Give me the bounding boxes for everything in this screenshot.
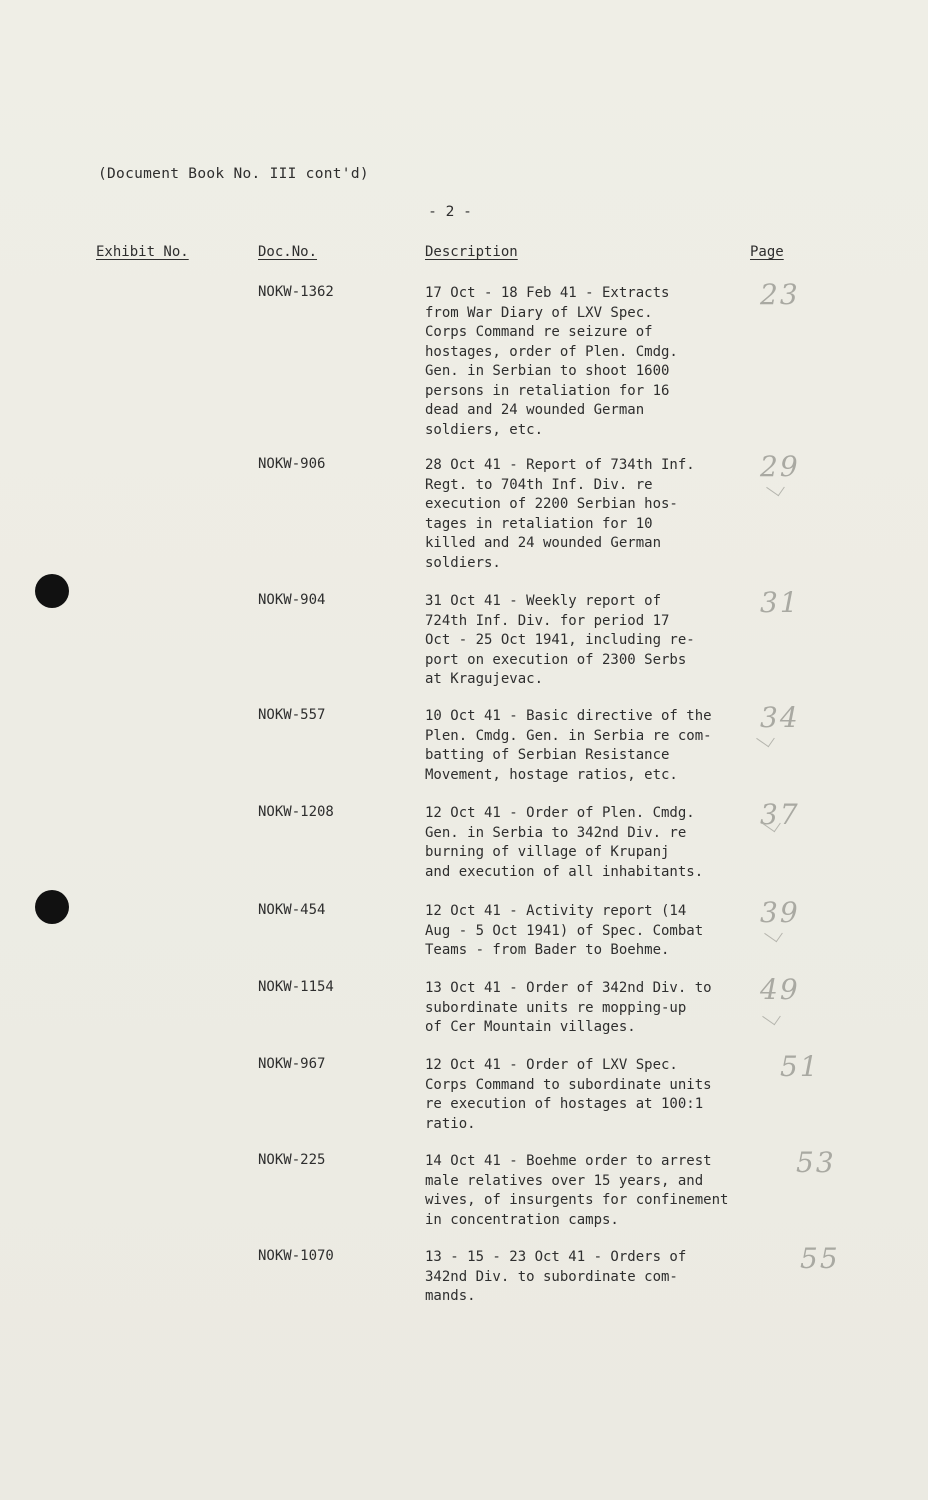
description-line: Movement, hostage ratios, etc. — [425, 766, 678, 783]
description — [425, 902, 785, 961]
doc-number: NOKW-904 — [258, 592, 326, 608]
handwritten-page-number: 49 — [760, 973, 800, 1006]
description-line: Oct - 25 Oct 1941, including re- — [425, 632, 695, 648]
doc-number: NOKW-1208 — [258, 804, 334, 820]
doc-number: NOKW-1070 — [258, 1248, 334, 1264]
description-line: burning of village of Krupanj — [425, 844, 670, 860]
handwritten-page-number: 53 — [796, 1146, 836, 1179]
description — [425, 592, 785, 690]
description-line: 13 Oct 41 - Order of 342nd Div. to — [425, 980, 712, 996]
description-line: Gen. in Serbia to 342nd Div. re — [425, 824, 687, 841]
description-line: hostages, order of Plen. Cmdg. — [425, 343, 678, 360]
column-header-page: Page — [750, 244, 784, 260]
description-line: soldiers, etc. — [425, 421, 544, 438]
description — [425, 979, 785, 1038]
handwritten-page-number: 34 — [760, 701, 800, 734]
description-line: batting of Serbian Resistance — [425, 747, 670, 763]
doc-number: NOKW-1154 — [258, 979, 334, 995]
description-line: Plen. Cmdg. Gen. in Serbia re com- — [425, 727, 712, 744]
description-line: Corps Command re seizure of — [425, 324, 653, 340]
description-line: killed and 24 wounded German — [425, 535, 662, 551]
description-line: Corps Command to subordinate units — [425, 1076, 712, 1093]
description-line: 12 Oct 41 - Order of LXV Spec. — [425, 1057, 678, 1073]
handwritten-page-number: 55 — [800, 1242, 840, 1275]
description-line: wives, of insurgents for confinement — [425, 1192, 729, 1208]
description — [425, 707, 785, 785]
description — [425, 804, 785, 882]
description-line: Aug - 5 Oct 1941) of Spec. Combat — [425, 922, 704, 939]
doc-number: NOKW-557 — [258, 707, 326, 723]
column-header-description: Description — [425, 244, 518, 260]
description — [425, 1056, 785, 1134]
punch-hole-top — [35, 574, 69, 608]
handwritten-page-number: 37 — [760, 798, 800, 831]
description-line: tages in retaliation for 10 — [425, 515, 653, 532]
description-line: at Kragujevac. — [425, 671, 544, 687]
description — [425, 284, 785, 440]
description — [425, 1152, 785, 1230]
description-line: Gen. in Serbian to shoot 1600 — [425, 363, 670, 379]
description-line: Regt. to 704th Inf. Div. re — [425, 476, 653, 493]
handwritten-page-number: 29 — [760, 450, 800, 483]
doc-number: NOKW-906 — [258, 456, 326, 472]
description-line: 10 Oct 41 - Basic directive of the — [425, 708, 712, 724]
description-line: 12 Oct 41 - Activity report (14 — [425, 903, 687, 919]
description-line: male relatives over 15 years, and — [425, 1172, 704, 1189]
description-line: 13 - 15 - 23 Oct 41 - Orders of — [425, 1249, 687, 1265]
description-line: 12 Oct 41 - Order of Plen. Cmdg. — [425, 805, 695, 821]
handwritten-page-number: 23 — [760, 278, 800, 311]
description-line: re execution of hostages at 100:1 — [425, 1096, 704, 1112]
doc-number: NOKW-1362 — [258, 284, 334, 300]
description-line: mands. — [425, 1288, 476, 1304]
punch-hole-bottom — [35, 890, 69, 924]
description-line: 17 Oct - 18 Feb 41 - Extracts — [425, 285, 670, 301]
description-line: ratio. — [425, 1115, 476, 1132]
description-line: Teams - from Bader to Boehme. — [425, 942, 670, 958]
doc-number: NOKW-454 — [258, 902, 326, 918]
description-line: soldiers. — [425, 554, 501, 571]
description-line: of Cer Mountain villages. — [425, 1019, 636, 1035]
description-line: 724th Inf. Div. for period 17 — [425, 612, 670, 629]
description-line: and execution of all inhabitants. — [425, 863, 704, 880]
page-number: - 2 - — [428, 204, 472, 220]
column-header-exhibit: Exhibit No. — [96, 244, 189, 260]
description — [425, 456, 785, 573]
description-line: persons in retaliation for 16 — [425, 382, 670, 399]
description-line: 342nd Div. to subordinate com- — [425, 1268, 678, 1285]
description-line: port on execution of 2300 Serbs — [425, 651, 687, 668]
description — [425, 1248, 785, 1307]
description-line: subordinate units re mopping-up — [425, 999, 687, 1016]
handwritten-page-number: 39 — [760, 896, 800, 929]
description-line: dead and 24 wounded German — [425, 402, 645, 418]
description-line: from War Diary of LXV Spec. — [425, 304, 653, 321]
description-line: execution of 2200 Serbian hos- — [425, 496, 678, 512]
doc-number: NOKW-225 — [258, 1152, 326, 1168]
description-line: in concentration camps. — [425, 1211, 619, 1228]
description-line: 28 Oct 41 - Report of 734th Inf. — [425, 457, 695, 473]
description-line: 31 Oct 41 - Weekly report of — [425, 593, 662, 609]
handwritten-page-number: 51 — [780, 1050, 820, 1083]
document-header: (Document Book No. III cont'd) — [98, 166, 369, 182]
description-line: 14 Oct 41 - Boehme order to arrest — [425, 1153, 712, 1169]
column-header-doc: Doc.No. — [258, 244, 318, 260]
doc-number: NOKW-967 — [258, 1056, 326, 1072]
handwritten-page-number: 31 — [760, 586, 800, 619]
